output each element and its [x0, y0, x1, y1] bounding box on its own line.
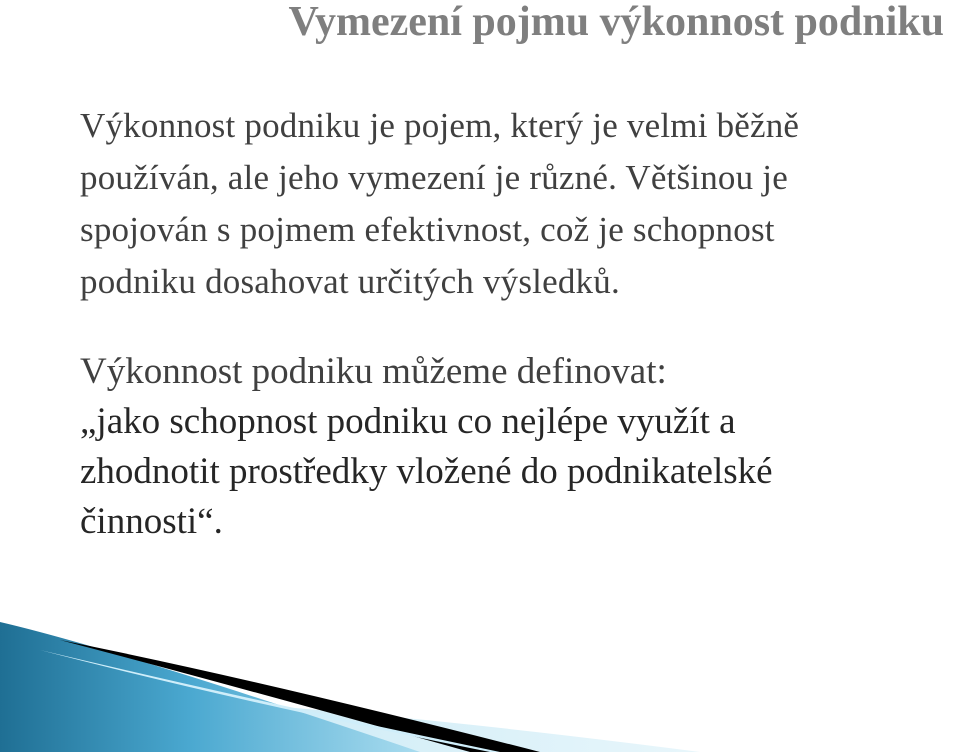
definition-heading: Výkonnost podniku můžeme definovat:	[80, 351, 667, 392]
paragraph-definition	[80, 347, 950, 547]
slide-title: Vymezení pojmu výkonnost podniku	[288, 0, 944, 45]
paragraph-intro	[80, 100, 950, 308]
swoosh-highlight-stripe	[40, 650, 500, 752]
paragraph-intro-line: podniku dosahovat určitých výsledků.	[80, 262, 620, 301]
definition-line: „jako schopnost podniku co nejlépe využít a	[80, 401, 736, 442]
paragraph-intro-line: používán, ale jeho vymezení je různé. Většinou je	[80, 158, 788, 197]
swoosh-blue-wedge	[0, 622, 420, 752]
definition-line: činnosti“.	[80, 501, 223, 542]
definition-line: zhodnotit prostředky vložené do podnikatelské	[80, 451, 773, 492]
swoosh-light-wedge	[0, 690, 700, 752]
paragraph-intro-line: spojován s pojmem efektivnost, což je schopnost	[80, 210, 775, 249]
swoosh-black-stripe	[60, 640, 540, 752]
paragraph-intro-line: Výkonnost podniku je pojem, který je velmi běžně	[80, 106, 800, 145]
